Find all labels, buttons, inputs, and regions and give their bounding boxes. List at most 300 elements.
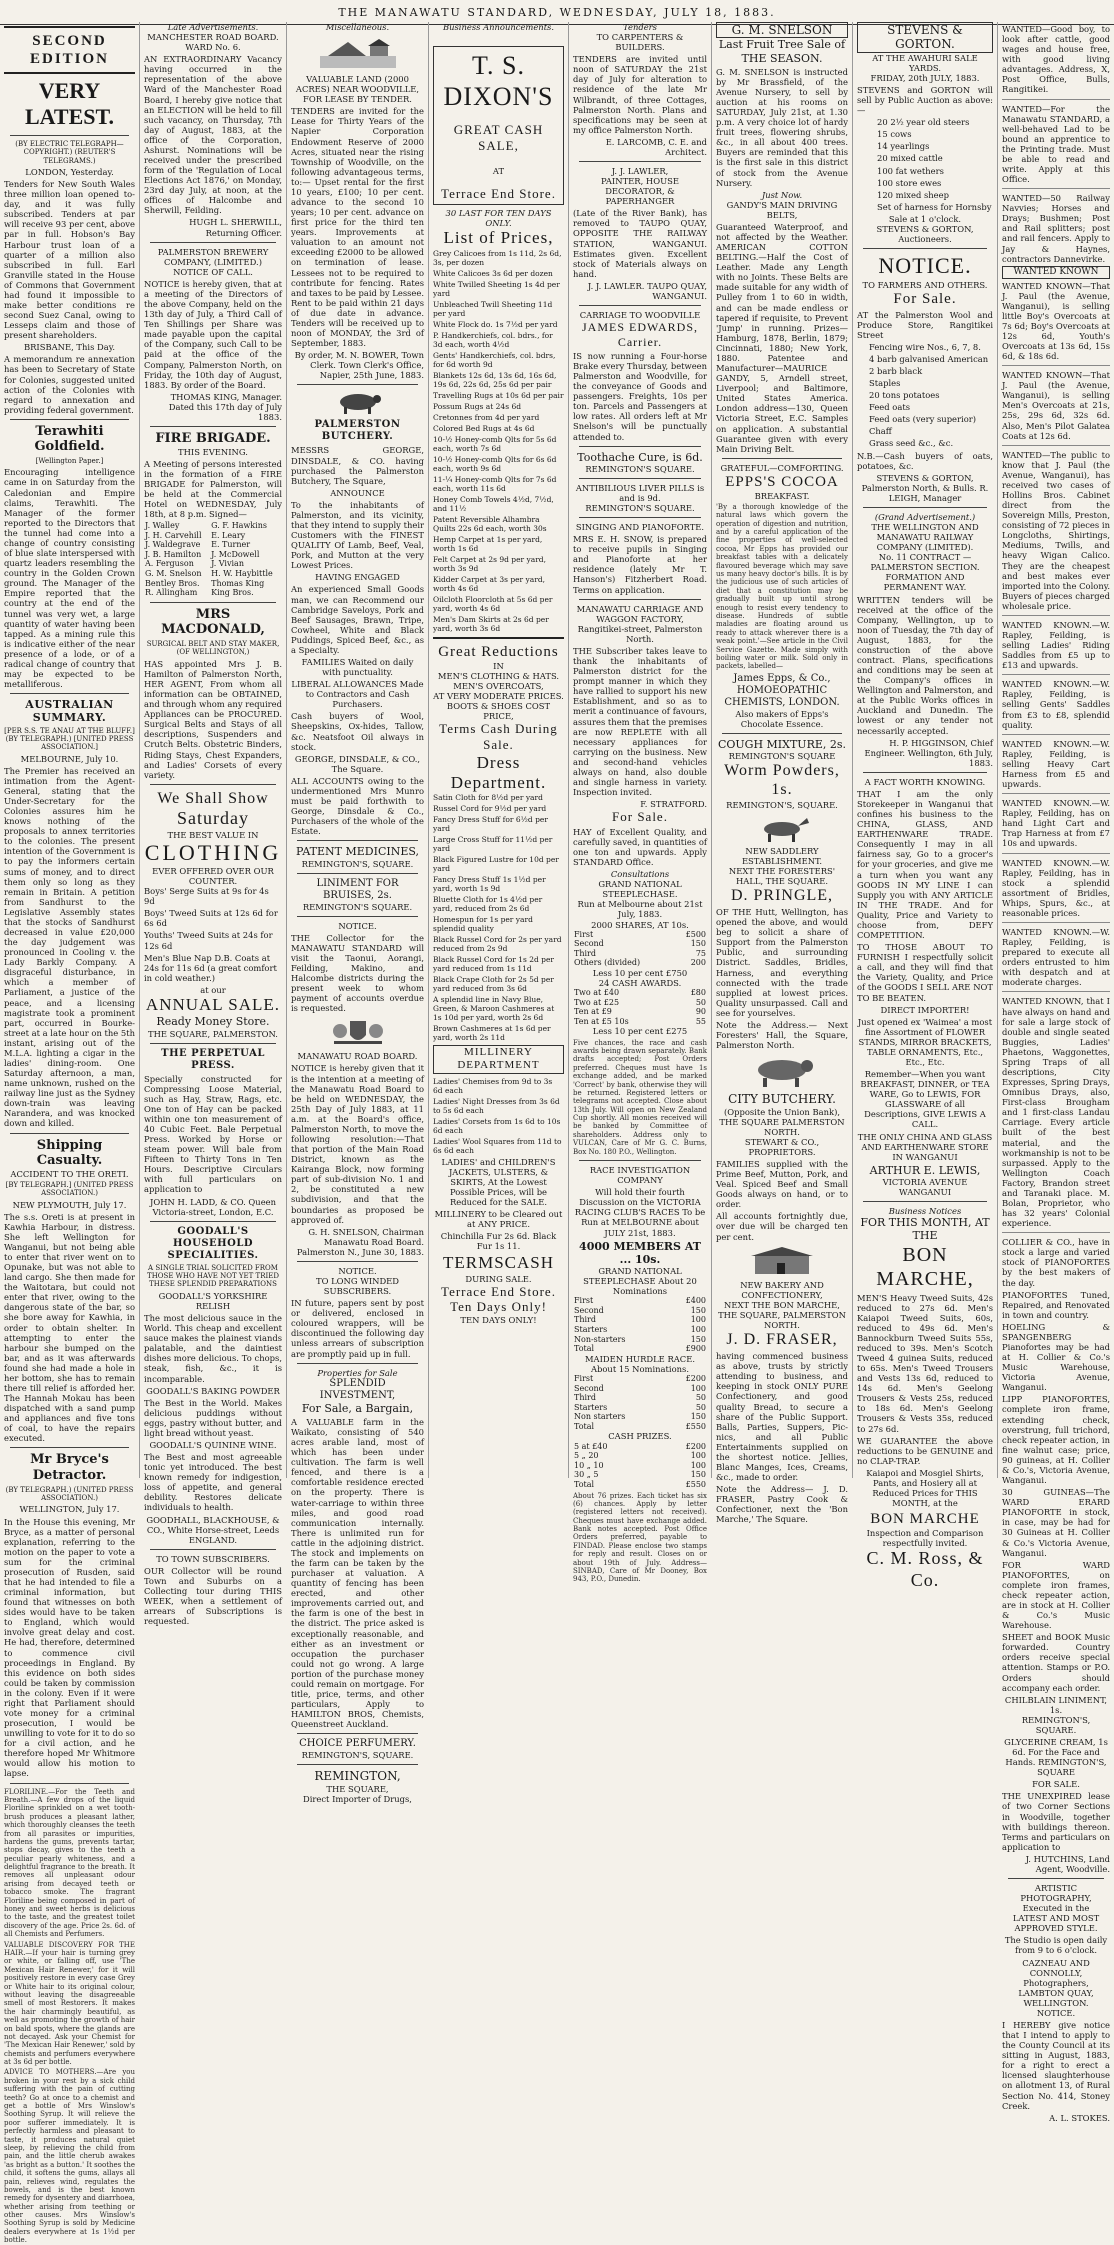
race-tail-text: About 76 prizes. Each ticket has six (6) chances. Apply by letter (registered letters not received). Cheques must have exchange added. Bank notes accepted. Post Office Orders preferred, payable to FINDAD. Please enclose two stamps for reply and result. Closes on or about 19th of July. Address— SINBAD, Care of Mr Dooney, Box 943, P.O., Dunedin. [573, 1491, 707, 1584]
pringle-text: OF THE Hutt, Wellington, has opened the above, and would beg to solicit a share of Support from the Palmerston Public, and surrounding District. Saddles, Bridles, Harness, and everything connected with the trade supplied at lowest prices. Quality unsurpassed. Call and see for yourselves. [716, 907, 848, 1018]
fruit-tree-sale: Last Fruit Tree Sale of THE SEASON. [718, 38, 846, 65]
price-item: Colored Bed Rugs at 4s 6d [433, 423, 535, 433]
price-item: Oilcloth Floorcloth at 5s 6d per yard, worth 4s 6d [433, 594, 553, 613]
bryce-credit: (BY TELEGRAPH.) (UNITED PRESS ASSOCIATION.) [5, 1485, 134, 1503]
column-7 [853, 22, 998, 1590]
butchery-text: MESSRS GEORGE, DINSDALE, & CO. having purchased the Palmerston Butchery, The Square, [291, 445, 424, 486]
fraser-address: Note the Address— J. D. FRASER, Pastry Cook & Confectioner, next the 'Bon Marche,' The Square. [716, 1484, 848, 1525]
shipping-subheading: ACCIDENT TO THE ORETI. [10, 1168, 129, 1179]
prize-cell: Two at £40 [574, 988, 620, 998]
ten-days-only-2: TEN DAYS ONLY! [460, 1315, 537, 1326]
ross-heading: C. M. Ross, & Co. [866, 1548, 984, 1590]
fact-text: THAT I am the only Storekeeper in Wanganui that confines his business to the CHINA, GLASS, AND EARTHENWARE TRADE. Consequently I may in all fairness say, Go to a grocer's for your groceries, and give me a turn when you want any GOODS IN MY LINE I can Supply you with ANY ARTICLE IN THE TRADE. And for Quality, Price and Variety to choose from, DEFY COMPETITION. [857, 788, 993, 941]
price-item: Kidder Carpet at 3s per yard, worth 4s 6d [433, 574, 546, 593]
bakery-location: NEXT THE BON MARCHE, THE SQUARE, PALMERSTON NORTH. [718, 1299, 846, 1330]
city-butchery-location: (Opposite the Union Bank), THE SQUARE PALMERSTON NORTH. [719, 1106, 845, 1137]
dress-department: Dress Department. [450, 752, 547, 792]
dress-item: Satin Cloth for 8½d per yard [433, 793, 543, 803]
dress-item: Black Figured Lustre for 10d per yard [433, 855, 559, 874]
wanted-known-5: WANTED KNOWN.—W. Rapley, Feilding, is selling Gents' Saddles from £3 to £8, splendid quality. [1002, 679, 1110, 730]
consultations-label: Consultations [610, 869, 670, 880]
prize-cell: 50 [695, 1402, 706, 1412]
prize-cell: £900 [685, 1344, 706, 1354]
prize-row [573, 998, 707, 1008]
prize-cell: Ten at £9 [574, 1007, 612, 1017]
prize-cell: 100 [690, 1460, 706, 1470]
prize-cell: Non-starters [574, 1334, 626, 1344]
engaged-text: An experienced Small Goods man, we can Recommend our Cambridge Saveloys, Pork and Beef Sausages, Brawn, Tripe, Cowheel, White and Black Puddings, Spiced Beef, &c., as a Specialty. [291, 584, 424, 655]
furnish-text: TO THOSE ABOUT TO FURNISH I respectfully solicit a call, and they will find that the Variety, Quality, and Price of the GOODS I SELL ARE NOT TO BE BEATEN. [857, 942, 993, 1003]
prize-cell: Total [574, 1479, 595, 1489]
prize-cell: Non starters [574, 1412, 626, 1422]
price-item: Men's Dam Skirts at 2s 6d per yard, worth 3s 6d [433, 614, 549, 633]
cough-mixture: COUGH MIXTURE, 2s. [717, 737, 847, 751]
baking-powder: GOODALL'S BAKING POWDER [146, 1385, 280, 1396]
wanted-boy: WANTED—Good boy, to look after cattle, good wages and house free, with good living advantages. Address, X, Post Office, Bulls, Rangitikei. [1002, 24, 1110, 95]
prize-row [573, 930, 707, 940]
great-reductions: Great Reductions [438, 643, 559, 660]
clothing-price-item: Men's Blue Nap D.B. Coats at 24s for 11s 6d (a great comfort in cold weather.) [144, 952, 277, 983]
grand-national-heading: GRAND NATIONAL STEEPLECHASE. [598, 879, 682, 900]
liniment-location: REMINGTON'S SQUARE. [302, 901, 413, 912]
floriline-ad: FLORILINE.—For the Teeth and Breath.—A few drops of the liquid Floriline sprinkled on a wet tooth-brush produces a pleasant lather, which thoroughly cleanses the teeth from all parasites or impurities, hardens the gums, prevents tartar, stops decay, gives to the teeth a peculiar pearly whiteness, and a delightful fragrance to the breath. It removes all unpleasant odour arising from decayed teeth or tobacco smoke. The fragrant Floriline being composed in part of honey and sweet herbs is delicious to the taste, and the greatest toilet discovery of the age. Price 2s. 6d. of all Chemists and Perfumers. [4, 1787, 135, 1939]
price-item: 10-½ Honey-comb Qlts for 6s 6d each, worth 9s 6d [433, 454, 557, 473]
antibilious: ANTIBILIOUS LIVER PILLS is and is 9d. [575, 482, 705, 503]
landscape-illustration-icon [318, 36, 398, 70]
chilblain-location: REMINGTON'S, SQUARE. [1021, 1714, 1091, 1735]
prize-cell: Total [574, 1344, 595, 1354]
dixon-heading: T. S. DIXON'S [443, 51, 554, 112]
annual-sale: ANNUAL SALE. [145, 994, 281, 1014]
signatory-name: J. Waldegrave [145, 540, 201, 550]
saddlery-heading: NEW SADDLERY ESTABLISHMENT. [741, 845, 823, 866]
subscribers-notice-heading: NOTICE. [338, 1265, 377, 1276]
notice-heading: NOTICE. [878, 253, 972, 279]
clothing-price-list [144, 886, 282, 983]
pianos-tuned: PIANOFORTES Tuned, Repaired, and Renovated in town and country. [1002, 1289, 1110, 1320]
railway-text: WRITTEN tenders will be received at the office of the Company, Wellington, up to noon of Tuesday, the 7th day of August, 1883, for the construction of the above contract. Plans, specifications and conditions may be seen at the Company's offices in Wellington and Palmerston, and at the Public Works offices in Auckland and Dunedin. The lowest or any tender not necessarily accepted. [857, 594, 993, 736]
kaiapoi: Kaiapoi and Mosgiel Shirts, Pants, and Hosiery all at Reduced Prices for THIS MONTH, at the [866, 1467, 984, 1509]
prize-cell: Others (divided) [574, 958, 641, 968]
millinery-item: Ladies' Night Dresses from 3s 6d to 5s 6d each [433, 1096, 560, 1115]
properties-label: Properties for Sale [317, 1367, 398, 1378]
prize-cell: £550 [685, 1479, 706, 1489]
having-engaged: HAVING ENGAGED [315, 572, 400, 583]
dress-item: Russel Cord for 9½d per yard [433, 804, 547, 814]
studio-hours: The Studio is open daily from 9 to 6 o'clock. [1004, 1935, 1108, 1956]
column-2 [140, 22, 287, 1627]
subscribers-text: OUR Collector will be round Town and Suburbs on a Collecting tour during THIS WEEK, when a settlement of arrears of Subscriptions is requested. [144, 1565, 282, 1627]
farmers-heading: TO FARMERS AND OTHERS. [862, 279, 988, 290]
prize-cell: Starters [574, 1402, 608, 1412]
terrace-end-store-2: Terrace End Store. [441, 1283, 556, 1299]
grand-national-prizes [573, 930, 707, 968]
land-tender-text: TENDERS are invited for the Lease for Thirty Years of the Napier Corporation Endowment Reserve of 2000 Acres, situated near the rising Township of Woodville, on the following advantageous terms, to:— Upset rental for the first 10 years, £100; 10 per cent. advance to the second 10 years; 10 per cent. advance on first price for the third ten years. Improvements at valuation to an amount not exceeding £2000 to be allowed on termination of lease. Lessees not to be required to contribute for fencing. Rates and taxes to be paid by Lessee. Rent to be paid within 21 days of due date in advance. Tenders will be received up to noon of MONDAY, the 3rd of September, 1883. [291, 106, 424, 349]
signatory-name: J. Vivian [211, 559, 244, 569]
ward-number: WARD No. 6. [185, 42, 241, 53]
prize-row [573, 1470, 707, 1480]
grand-national-2-total [573, 1344, 707, 1354]
prize-row [573, 1007, 707, 1017]
cocoa-heading: GRATEFUL—COMFORTING. [720, 462, 844, 473]
bryce-article: In the House this evening, Mr Bryce, as a matter of personal explanation, referring to the motion on the paper to vote a sum for the criminal prosecution of Rusden, said that he had intended to file a criminal information, but found that witnesses on both sides would have to be taken to England, which would involve great delay and cost. He had, therefore, determined to commence civil proceedings in England. By this evidence on both sides could be taken by commission in the colony. Even if it were right that Parliament should vote money for a criminal prosecution, I would be unwilling to vote for it to do so for a civil action, and he therefore hoped Mr Whitmore would allow his motion to lapse. [4, 1516, 135, 1779]
fire-brigade-subheading: THIS EVENING. [178, 446, 248, 457]
prize-row [573, 939, 707, 949]
prize-row [573, 1480, 707, 1490]
lawler-sub: PAINTER, HOUSE DECORATOR, & PAPERHANGER [601, 176, 679, 207]
road-board-notice-heading: MANAWATU ROAD BOARD. [297, 1051, 418, 1062]
column-8 [998, 22, 1114, 2123]
ward-pianofortes: FOR WARD PIANOFORTES, on complete iron frames, check repeater action, are in stock at H. Collier & Co.'s Music Warehouse. [1002, 1559, 1110, 1631]
price-item: 11-¼ Honey-comb Qlts for 7s 6d each, worth 11s 6d [433, 474, 557, 493]
prize-row [573, 958, 707, 968]
saddlery-location: NEXT THE FORESTERS' HALL, THE SQUARE. [728, 865, 836, 886]
lewis-heading: ARTHUR E. LEWIS, [869, 1163, 981, 1177]
grand-national-run: Run at Melbourne about 21st July, 1883. [577, 899, 703, 920]
melbourne-dateline: MELBOURNE, July 10. [20, 753, 119, 764]
wanted-navvies: WANTED—50 Railway Navvies; Horses and Drays; Bushmen; Post and Rail splitters; post and rail fencers. Apply to Jay & Haynes, contractors Dannevirke. [1002, 193, 1110, 264]
prize-cell: Two at £25 [574, 997, 620, 1007]
stock-item: 100 store ewes [877, 177, 942, 188]
signatory-name: G. F. Hawkins [211, 521, 267, 531]
stock-item: 15 cows [877, 129, 912, 140]
maiden-hurdle: MAIDEN HURDLE RACE. About 15 Nominations. [584, 1353, 695, 1374]
macdonald-text: HAS appointed Mrs J. B. Hamilton of Palmerston North, HER AGENT, From whom all information can be OBTAINED, and through whom any required Appliances can be PROCURED. Surgical Belts and Stays of all descriptions, Suspenders and Crutch Belts. Obstetric Binders, Riding Stays, Chest Expanders, and Ladies' Corsets of every variety. [144, 658, 282, 780]
prize-cell: 150 [690, 1470, 706, 1480]
prize-cell: £500 [685, 929, 706, 939]
quinine-wine: GOODALL'S QUININE WINE. [149, 1439, 277, 1450]
accounts-tail: All accounts fortnightly due, over due will be charged ten per cent. [716, 1211, 848, 1242]
cazneau: CAZNEAU AND CONNOLLY, Photographers, [1022, 1957, 1090, 1988]
guarantee: WE GUARANTEE the above reductions to be GENUINE and no CLAP-TRAP. [857, 1435, 993, 1466]
ward-notice: AN EXTRAORDINARY Vacancy having occurred in the representation of the above Ward of the Manchester Road Board, I hereby give notice that an ELECTION will be held to fill such vacancy, on Thursday, 7th day of August, 1883, at the office of the Corporation, Ashurst. Nominations will be received under the prescribed form of the 'Regulation of Local Elections Act 1876,' on Monday, 23rd day July, at noon, at the offices of Halcombe and Sherwill, Feilding. [144, 54, 282, 216]
prize-cell: 150 [690, 1412, 706, 1422]
race-investigation-text: Will hold their fourth Discussion on the VICTORIA RACING CLUB'S RACES To be Run at MELBOURNE about JULY 21st, 1883. [574, 1187, 706, 1238]
bryce-heading: Mr Bryce's Detractor. [30, 1452, 109, 1484]
signatory-name: J. B. Hamilton [145, 549, 202, 559]
list-of-prices: List of Prices, [443, 228, 554, 248]
prize-cell: 5 „ 20 [574, 1451, 599, 1461]
signatory-name: J. McDowell [211, 549, 260, 559]
maiden-table [573, 1374, 707, 1422]
wanted-known-heading: WANTED KNOWN [1002, 266, 1110, 279]
wanted-known-7: WANTED KNOWN.—W. Rapley, Feilding, has on hand Light Cart and Trap Harness at from £7 10s and upwards. [1002, 798, 1110, 849]
wanted-lad: WANTED—For the Manawatu STANDARD, a well-behaved Lad to be bound an apprentice to the Printing trade. Must be able to read and write. Apply at this Office. [1002, 103, 1110, 185]
prize-cell: Third [574, 1315, 596, 1325]
signatory-name: Thomas King [211, 578, 265, 588]
grand-national-2-table [573, 1296, 707, 1344]
stevens-signature: STEVENS & GORTON, Auctioneers. [876, 223, 974, 245]
brewery-notice: NOTICE is hereby given, that at a meeting of the Directors of the above Company, held on the 13th day of July, a Third Call of Ten Shillings per Share was made payable upon the capital of the Company, such Call to be paid at the office of the Company, Palmerston North, on Friday, the 10th day of August, 1883. By order of the Board. [144, 278, 282, 390]
carriage-heading: CARRIAGE TO WOODVILLE [579, 310, 701, 321]
remington-location: THE SQUARE, [326, 1783, 389, 1794]
sale-time: Sale at 1 o'clock. [888, 213, 962, 224]
hair-renewer-ad: VALUABLE DISCOVERY FOR THE HAIR.—If your hair is turning grey or white, or falling off, use 'The Mexican Hair Renewer,' for it will positively restore in every case Grey or White hair to its original colour, without leaving the disagreeable smell of most Restorers. It makes the hair charmingly beautiful, as well as promoting the growth of hair on bald spots, where the glands are not decayed. Ask your Chemist for 'The Mexican Hair Renewer,' sold by chemists and perfumers everywhere at 3s 6d per bottle. [4, 1940, 135, 2067]
london-dateline: LONDON, Yesterday. [25, 166, 114, 177]
shipping-credit: [BY TELEGRAPH.] (UNITED PRESS ASSOCIATION.) [5, 1180, 134, 1198]
awahuri: AT THE AWAHURI SALE YARDS. [872, 52, 978, 73]
signatory-row [144, 550, 282, 560]
cash-prizes-total [573, 1480, 707, 1490]
shipping-dateline: NEW PLYMOUTH, July 17. [12, 1199, 127, 1210]
ready-money-store: Ready Money Store. [156, 1015, 270, 1029]
price-item: White Flock do. 1s 7½d per yard [433, 319, 558, 329]
city-butchery: CITY BUTCHERY. [728, 1092, 836, 1107]
london-news: Tenders for New South Wales three million loan opened to-day, and it was fully subscribed. Tenders at par will receive 93 per cent, above par in full. Hobson's Bay Harbour trust loan of a quarter of a million also subscribed in full. Earl Granville stated in the House of Commons that Government had found it impossible to make better conditions re second Suez Canal, owing to Lesseps claim and those of present shareholders. [4, 179, 135, 341]
signatory-name: J. H. Carvehill [145, 530, 202, 540]
australian-credit: [PER S.S. TE ANAU AT THE BLUFF.] (BY TELEGRAPH.) [UNITED PRESS ASSOCIATION.] [4, 726, 135, 752]
ready-money-location: THE SQUARE, PALMERSTON. [148, 1028, 278, 1039]
signatory-name: Bentley Bros. [145, 578, 200, 588]
brewery-heading: PALMERSTON BREWERY COMPANY, (LIMITED.) [157, 246, 269, 267]
prize-row [573, 1374, 707, 1384]
price-item: Gents' Handkerchiefs, col. bdrs, for 6d worth 9d [433, 350, 556, 369]
prize-row [573, 1412, 707, 1422]
stock-item: 20 2½ year old steers [877, 117, 970, 128]
pringle-tail: Note the Address.— Next Foresters' Hall, the Square, Palmerston North. [716, 1019, 848, 1051]
price-item: Patent Reversible Alhambra Quilts 22s 6d each, worth 30s [433, 514, 547, 533]
for-sale-item: Fencing wire Nos., 6, 7, 8. [869, 341, 981, 352]
stevens-gorton-heading: STEVENS & GORTON. [857, 22, 993, 53]
prize-cell: 50 [695, 1393, 706, 1403]
column-4 [429, 22, 569, 1478]
fraser-text: having commenced business as above, trusts by strictly attending to business, and keeping in stock ONLY PURE Confectionery, and good quality Bread, to secure a share of the Public Support. Balls, Parties, Suppers, Pic-nics, and all Public Entertainments supplied on the shortest notice. Jellies, Blanc Manges, Ices, Creams, &c., made to order. [716, 1351, 848, 1483]
yorkshire-relish: GOODALL'S YORKSHIRE RELISH [158, 1290, 268, 1311]
glycerine: GLYCERINE CREAM, 1s 6d. For the Face and Hands. REMINGTON'S, SQUARE [1004, 1736, 1108, 1778]
signatory-row [144, 579, 282, 589]
boots-shoes: BOOTS & SHOES COST PRICE, [446, 701, 551, 722]
chilblain: CHILBLAIN LINIMENT, 1s. [1004, 1694, 1108, 1715]
lambton: LAMBTON QUAY, [1018, 1987, 1094, 1998]
prize-cell: 75 [695, 948, 706, 958]
in-label: IN [493, 660, 504, 671]
prize-row [573, 1384, 707, 1394]
just-now: Just Now. [761, 189, 803, 200]
butchery-heading: PALMERSTON BUTCHERY. [314, 419, 401, 443]
goodall-sub: A SINGLE TRIAL SOLICITED FROM THOSE WHO HAVE NOT YET TRIED THESE SPLENDID PREPARATIONS [147, 1263, 279, 1289]
cash-awards: 24 CASH AWARDS. [598, 978, 682, 989]
prize-cell: 150 [690, 939, 706, 949]
column-5 [569, 22, 712, 1584]
wagon-sub: Rangitikei-street, Palmerston North. [577, 623, 703, 644]
hoeling-ad: HOELING & SPANGENBERG Pianofortes may be had at H. Collier & Co.'s Music Warehouse, Victoria Avenue, Wanganui. [1002, 1321, 1110, 1393]
signatory-row [144, 540, 282, 550]
cash-prizes-table [573, 1442, 707, 1480]
for-sale-hay: For Sale. [612, 809, 668, 825]
prize-row [573, 1393, 707, 1403]
land-signature: By order, M. N. BOWER, Town Clerk. Town Clerk's Office, Napier, 25th June, 1883. [294, 350, 424, 381]
very-latest-heading: VERY LATEST. [24, 78, 115, 130]
prize-row [573, 1403, 707, 1413]
prize-cell: 150 [690, 1334, 706, 1344]
bakery-heading: NEW BAKERY AND CONFECTIONERY, [740, 1279, 824, 1300]
price-item: Unbleached Twill Sheeting 11d per yard [433, 299, 553, 318]
for-sale-heading: For Sale. [893, 290, 957, 307]
railway-heading: THE WELLINGTON AND MANAWATU RAILWAY COMPANY (LIMITED). [871, 521, 979, 553]
signatory-name: H. W. Haybittle [211, 569, 273, 579]
brisbane-news: A memorandum re annexation has been to Secretary of State for Colonies, suggested united action of the Colonies with regard to annexation and providing federal government. [4, 354, 135, 415]
remington-heading: REMINGTON, [314, 1769, 401, 1784]
dress-item: Fancy Dress Stuff for 6½d per yard [433, 815, 548, 834]
families: FAMILIES Waited on daily with punctuality. [301, 656, 414, 678]
signatory-name: G. M. Snelson [145, 569, 202, 579]
patent-medicines: PATENT MEDICINES, [295, 845, 420, 859]
business-notices-label: Business Notices [888, 1206, 962, 1217]
dress-item: Black Russel Cord for 2s per yard reduced from 2s 9d [433, 935, 562, 954]
singing-heading: SINGING AND PIANOFORTE. [575, 522, 705, 533]
stock-item: 100 fat wethers [877, 165, 944, 176]
price-item: Possum Rugs at 24s 6d [433, 401, 522, 411]
worm-powders: Worm Powders, 1s. [724, 762, 840, 799]
baking-text: The Best in the World. Makes delicious puddings without eggs, pastry without butter, and light bread without yeast. [144, 1397, 282, 1438]
macdonald-heading: MRS MACDONALD, [161, 606, 265, 638]
brewery-subheading: NOTICE OF CALL. [173, 266, 253, 277]
dixon-ad [433, 46, 564, 205]
coat-of-arms-icon [328, 1017, 388, 1047]
goodall-heading: GOODALL'S HOUSEHOLD SPECIALITIES. [167, 1225, 259, 1261]
james-edwards: JAMES EDWARDS, Carrier. [581, 320, 698, 349]
shipping-article: The s.s. Oreti is at present in Kawhia Harbour, in distress. She left Wellington for Wanganui, but not being able to enter that river went on to Opunake, but was not able to land cargo. She then made for the Waitotara, but could not enter that river, owing to the dangerous state of the bar, so she bore away for Kawhia, in order to obtain shelter. In attempting to enter the harbour she bumped on the bar, and as it was afterwards found she had made a hole in her bottom, she has to remain there till relief is afforded her. The Hannah Mokau has been dispatched with a sand pump and appliances and five tons of coal, to have the repairs executed. [4, 1211, 135, 1444]
artistic-photography: ARTISTIC PHOTOGRAPHY, [1020, 1883, 1092, 1904]
fire-brigade-signatories [144, 521, 282, 598]
notice-stokes-text: I HEREBY give notice that I intend to apply to the County Council at its sitting in August, 1883, for a right to erect a licensed slaughterhouse on allotment 13, of Rural Section No. 414, Stoney Creek. [1002, 2020, 1110, 2111]
dress-item: Brown Cashmeres at 1s 6d per yard, worth 2s 11d [433, 1024, 551, 1043]
millinery-item: Ladies' Wool Squares from 11d to 6s 6d each [433, 1136, 562, 1155]
at-label: AT [492, 165, 505, 176]
ox-illustration-icon [333, 389, 383, 415]
at-very-moderate: AT VERY MODERATE PRICES. [433, 691, 564, 702]
inspection: Inspection and Comparison respectfully invited. [866, 1528, 984, 1549]
signatory-row [144, 588, 282, 598]
price-item: Blankets 12s 6d, 13s 6d, 16s 6d, 19s 6d, 22s 6d, 25s 6d per pair [433, 370, 557, 389]
cocoa-text: 'By a thorough knowledge of the natural laws which govern the operation of digestion and nutrition, and by a careful application of the fine properties of well-selected cocoa, Mr Epps has provided our breakfast tables with a delicately flavoured beverage which may save us many heavy doctor's bills. It is by the judicious use of such articles of diet that a constitution may be gradually built up until strong enough to resist every tendency to disease. Hundreds of subtle maladies are floating around us ready to attack wherever there is a weak point.'—See article in the Civil Service Gazette. Made simply with boiling water or milk. Sold only in packets, labelled— [716, 502, 848, 671]
price-item: White Twilled Sheeting 1s 4d per yard [433, 279, 560, 298]
for-sale-woodville: FOR SALE. [1032, 1779, 1080, 1790]
prize-cell: Third [574, 948, 596, 958]
bon-marche-heading: BON MARCHE, [876, 1243, 974, 1290]
saturday: Saturday [177, 807, 249, 828]
road-board-heading: MANCHESTER ROAD BOARD. [147, 32, 279, 43]
bakery-illustration-icon [747, 1246, 817, 1276]
wanted-known-6: WANTED KNOWN.—W. Rapley, Feilding, is selling Heavy Cart Harness from £5 and upwards. [1002, 738, 1110, 790]
accounts-notice: ALL ACCOUNTS owing to the undermentioned Mrs Munro must be paid forthwith to George, Dinsdale & Co., Purchasers of the whole of the Estate. [291, 775, 424, 837]
toothache: Toothache Cure, is 6d. [577, 450, 703, 464]
prize-cell: Ten at £5 10s [574, 1016, 629, 1026]
wagon-heading: MANAWATU CARRIAGE AND WAGGON FACTORY, [576, 603, 704, 624]
prize-cell: 30 „ 5 [574, 1470, 599, 1480]
horse-illustration-icon [752, 814, 812, 842]
prize-cell: Second [574, 1383, 604, 1393]
column-6 [712, 22, 853, 1525]
direct-importer: DIRECT IMPORTER! [880, 1004, 970, 1015]
dress-item: Large Cross Stuff for 11½d per yard [433, 835, 553, 854]
signatory-name: J. Walley [145, 521, 180, 531]
signatory-row [144, 521, 282, 531]
for-sale-item: Feed oats [869, 402, 910, 413]
cash-awards-table [573, 988, 707, 1026]
lewis-location: VICTORIA AVENUE WANGANUI [882, 1176, 968, 1198]
prize-cell: Second [574, 939, 604, 949]
for-sale-item: Staples [869, 378, 901, 389]
signatory-name: E. Turner [211, 540, 251, 550]
contract-heading: No. 11 CONTRACT — PALMERSTON SECTION. [870, 552, 980, 573]
wanted-known-10: WANTED KNOWN, that I have always on hand and for sale a large stock of double and single seated Buggies, Ladies' Phaetons, Waggonettes, Spring Traps of all descriptions, City Expresses, Spring Drays, Omnibus Drays, also, First-class Brougham and 1 first-class Landau Carriage. Every article built of the best material, and the workmanship is not to be surpassed. Apply to the Wellington Coach Factory, Brandon street and Taranaki place. M. Bolan, Proprietor, who has 32 years' Colonial experience. [1002, 996, 1110, 1229]
thirty-guineas-ad: 30 GUINEAS—The WARD ERARD PIANOFORTE in stock, in case, may be had for 30 Guineas at H. Collier & Co.'s Victoria Avenue, Wanganui. [1002, 1487, 1110, 1558]
wanted-known-9: WANTED KNOWN.—W. Rapley, Feilding, is prepared to execute all orders entrusted to him with despatch and at moderate charges. [1002, 926, 1110, 988]
millinery-item: Ladies' Corsets from 1s 6d to 10s 6d each [433, 1116, 561, 1135]
chinchilla: Chinchilla Fur 2s 6d. Black Fur 1s 11. [440, 1231, 557, 1252]
signatory-row [144, 531, 282, 541]
price-item: P. Handkerchiefs, col. bdrs., for 3d each, worth 4½d [433, 330, 553, 349]
stewart-heading: STEWART & CO., PROPRIETORS. [744, 1136, 820, 1157]
prize-cell: 100 [690, 1324, 706, 1334]
prize-cell: £400 [685, 1296, 706, 1306]
terms-cash: Terms Cash During Sale. [439, 721, 558, 752]
bryce-dateline: WELLINGTON, July 17. [19, 1504, 120, 1515]
dress-item: Bluette Cloth for 1s 4½d per yard, reduced from 2s 6d [433, 895, 543, 914]
prize-cell: First [574, 1296, 594, 1306]
snelson-heading: G. M. SNELSON [716, 22, 848, 38]
for-sale-item: 20 tons potatoes [869, 390, 940, 401]
dress-item: Homespun for 1s per yard splendid quality [433, 915, 533, 934]
prize-cell: First [574, 929, 594, 939]
for-sale-bargain: For Sale, a Bargain, [301, 1401, 414, 1415]
nb-note: N.B.—Cash buyers of oats, potatoes, &c. [857, 450, 993, 471]
road-board-notice-text: NOTICE is hereby given that it is the intention at a meeting of the Manawatu Road Board to be held on WEDNESDAY, the 25th Day of July 1883, at 11 a.m. at the Board's office, Palmerston North, to move the following resolution:—That that portion of the Main Road District, known as the Kairanga Block, now forming part of sub-division No. 1 and 2, be constituted a new subdivision, and that the boundaries as proposed be approved of. [291, 1063, 424, 1225]
stokes-signature: A. L. STOKES. [1049, 2112, 1110, 2123]
mens-overcoats: MEN'S OVERCOATS, [453, 681, 544, 692]
prize-row [573, 949, 707, 959]
australian-summary-heading: AUSTRALIAN SUMMARY. [25, 698, 114, 725]
remember-text: Remember—When you want BREAKFAST, DINNER, or TEA WARE, Go to LEWIS, FOR GLASSWARE of all Descriptions, GIVE LEWIS A CALL. [860, 1069, 990, 1130]
remington-tail: Direct Importer of Drugs, [303, 1793, 412, 1804]
column-3 [287, 22, 429, 1804]
dress-item: Black Russel Cord for 1s 2d per yard reduced from 1s 11d [433, 955, 554, 974]
wanted-known-1: WANTED KNOWN—That J. Paul (the Avenue, Wanganui), is selling little Boy's Overcoats at 7s 6d; Boy's Overcoats at 12s 6d, Youth's Overcoats at 13s 6d, 15s 6d, & 18s 6d. [1002, 280, 1110, 362]
goldfield-heading: Terawhiti Goldfield. [34, 423, 105, 455]
hay-text: HAY of Excellent Quality, and carefully saved, in quantities of one ton and upwards. Apply STANDARD Office. [573, 826, 707, 868]
for-sale-item: Grass seed &c., &c. [869, 438, 954, 449]
grand-national-2: GRAND NATIONAL STEEPLECHASE About 20 Nominations [583, 1265, 697, 1297]
subscribers-notice-sub: TO LONG WINDED SUBSCRIBERS. [315, 1276, 399, 1297]
pringle-heading: D. PRINGLE, [730, 886, 834, 904]
prize-cell: 100 [690, 1383, 706, 1393]
at-our: at our [200, 984, 226, 995]
prize-cell: £550 [685, 1421, 706, 1431]
termscash: TERMSCASH [442, 1253, 555, 1273]
prize-cell: £200 [685, 1373, 706, 1383]
james-text: IS now running a Four-horse Brake every Thursday, between Palmerston and Woodville, for the conveyance of Goods and passengers. Freights, 10s per ton. Parcels and Passengers at low rates. All orders left at Mr Snelson's will be punctually attended to. [573, 350, 708, 442]
direct-text: Just opened ex 'Waimea' a most fine Assortment of FLOWER STANDS, MIRROR BRACKETS, TABLE ORNAMENTS, Etc., Etc., Etc. [857, 1016, 993, 1067]
ladies-jackets: LADIES' and CHILDREN'S JACKETS, ULSTERS, & SKIRTS, At the Lowest Possible Prices, will be Reduced for the SALE. [441, 1156, 556, 1207]
terrace-end-store: Terrace End Store. [441, 185, 556, 201]
epps-cocoa: EPPS'S COCOA [725, 473, 839, 490]
clothing-tail: EVER OFFERED OVER OUR COUNTER. [152, 866, 274, 887]
price-item: Felt Carpet at 2s 9d per yard, worth 3s 9d [433, 554, 546, 573]
prize-cell: 200 [690, 958, 706, 968]
prize-row [573, 1422, 707, 1432]
wagon-text: THE Subscriber takes leave to thank the inhabitants of Palmerston district for the prompt manner in which they have rallied to support his new Establishment, and so as to merit a continuance of favours, assures them that the premises are now REPLETE with all necessary appliances for carrying on the business. New and second-hand vehicles always on hand, also double and single harness in variety. Inspection invited. [573, 645, 707, 798]
carpenters-heading: TO CARPENTERS & BUILDERS. [596, 32, 684, 53]
ten-days-only: Ten Days Only! [450, 1299, 547, 1315]
members: 4000 MEMBERS AT ... 10s. [579, 1239, 701, 1266]
prize-row [573, 1461, 707, 1471]
choice-location: REMINGTON'S, SQUARE. [301, 1750, 414, 1761]
butchery-signature: GEORGE, DINSDALE, & CO., The Square. [294, 753, 421, 774]
for-sale-item: 2 barb black [869, 365, 923, 376]
macdonald-sub: SURGICAL BELT AND STAY MAKER, (OF WELLINGTON,) [146, 640, 280, 657]
price-item: White Calicoes 3s 6d per dozen [433, 268, 553, 278]
